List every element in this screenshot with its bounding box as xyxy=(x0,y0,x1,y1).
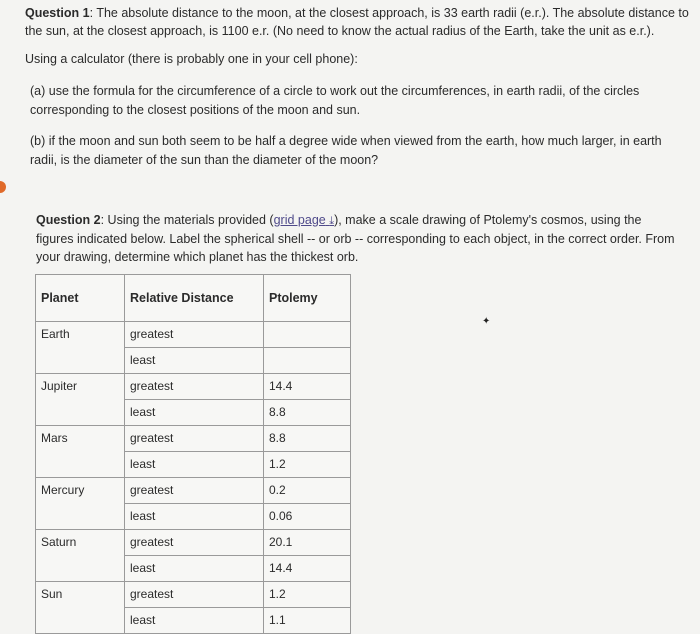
question-2 xyxy=(36,211,681,266)
planet-name-cell: Mercury xyxy=(36,478,125,530)
relative-distance-cell: greatest xyxy=(125,322,264,348)
ptolemy-table xyxy=(35,274,351,634)
ptolemy-value-cell: 1.1 xyxy=(264,608,351,634)
relative-distance-cell: greatest xyxy=(125,478,264,504)
question-1-label: Question 1 xyxy=(25,6,90,20)
question-1-text xyxy=(25,4,690,40)
relative-distance-cell: least xyxy=(125,504,264,530)
ptolemy-value-cell: 0.06 xyxy=(264,504,351,530)
ptolemy-value-cell xyxy=(264,348,351,374)
cursor-icon: ✦ xyxy=(482,316,491,327)
relative-distance-cell: greatest xyxy=(125,582,264,608)
table-row xyxy=(36,582,351,608)
question-2-label: Question 2 xyxy=(36,213,101,227)
ptolemy-value-cell: 8.8 xyxy=(264,426,351,452)
grid-page-link-text: grid page xyxy=(273,213,326,227)
table-row xyxy=(36,530,351,556)
planet-name-cell: Jupiter xyxy=(36,374,125,426)
relative-distance-cell: least xyxy=(125,556,264,582)
table-row xyxy=(36,478,351,504)
relative-distance-cell: least xyxy=(125,452,264,478)
planet-name-cell: Saturn xyxy=(36,530,125,582)
ptolemy-value-cell: 1.2 xyxy=(264,582,351,608)
ptolemy-value-cell: 14.4 xyxy=(264,556,351,582)
header-ptolemy: Ptolemy xyxy=(264,275,351,322)
ptolemy-value-cell: 14.4 xyxy=(264,374,351,400)
table-body xyxy=(36,322,351,634)
table-row xyxy=(36,426,351,452)
ptolemy-value-cell xyxy=(264,322,351,348)
planet-name-cell: Sun xyxy=(36,582,125,634)
relative-distance-cell: least xyxy=(125,348,264,374)
relative-distance-cell: greatest xyxy=(125,530,264,556)
grid-page-link[interactable] xyxy=(274,213,334,227)
question-1-part-b: (b) if the moon and sun both seem to be half a degree wide when viewed from the earth, how much larger, in earth radii, is the diameter of the sun than the diameter of the moon? xyxy=(30,134,662,167)
table-header-row xyxy=(36,275,351,322)
header-planet: Planet xyxy=(36,275,125,322)
relative-distance-cell: least xyxy=(125,608,264,634)
question-1 xyxy=(25,4,690,40)
ptolemy-value-cell: 0.2 xyxy=(264,478,351,504)
question-1-part-a: (a) use the formula for the circumference of a circle to work out the circumferences, in earth radii, of the circles corresponding to the closest positions of the moon and sun. xyxy=(30,84,640,117)
header-relative-distance: Relative Distance xyxy=(125,275,264,322)
table-row xyxy=(36,322,351,348)
ptolemy-value-cell: 1.2 xyxy=(264,452,351,478)
question-2-text-start: : Using the materials provided ( xyxy=(100,213,274,227)
calculator-instruction: Using a calculator (there is probably one in your cell phone): xyxy=(25,52,358,66)
relative-distance-cell: least xyxy=(125,400,264,426)
planet-name-cell: Earth xyxy=(36,322,125,374)
section-bullet-marker xyxy=(0,181,6,193)
question-1-body: : The absolute distance to the moon, at the closest approach, is 33 earth radii (e.r.). The absolute distance to the sun, at the closest approach, is 1100 e.r. (No need to know the actual radius of the Earth, take the unit as e.r.). xyxy=(25,6,689,38)
download-icon: ⤓ xyxy=(329,215,335,227)
ptolemy-value-cell: 8.8 xyxy=(264,400,351,426)
table-row xyxy=(36,374,351,400)
question-2-text-end: ), make a scale drawing of Ptolemy's cosmos, using the figures indicated below. Label the spherical shell -- or orb -- corresponding to each object, in the correct order. From your drawing, determine which planet has the thickest orb. xyxy=(36,213,675,264)
relative-distance-cell: greatest xyxy=(125,374,264,400)
planet-name-cell: Mars xyxy=(36,426,125,478)
relative-distance-cell: greatest xyxy=(125,426,264,452)
ptolemy-value-cell: 20.1 xyxy=(264,530,351,556)
